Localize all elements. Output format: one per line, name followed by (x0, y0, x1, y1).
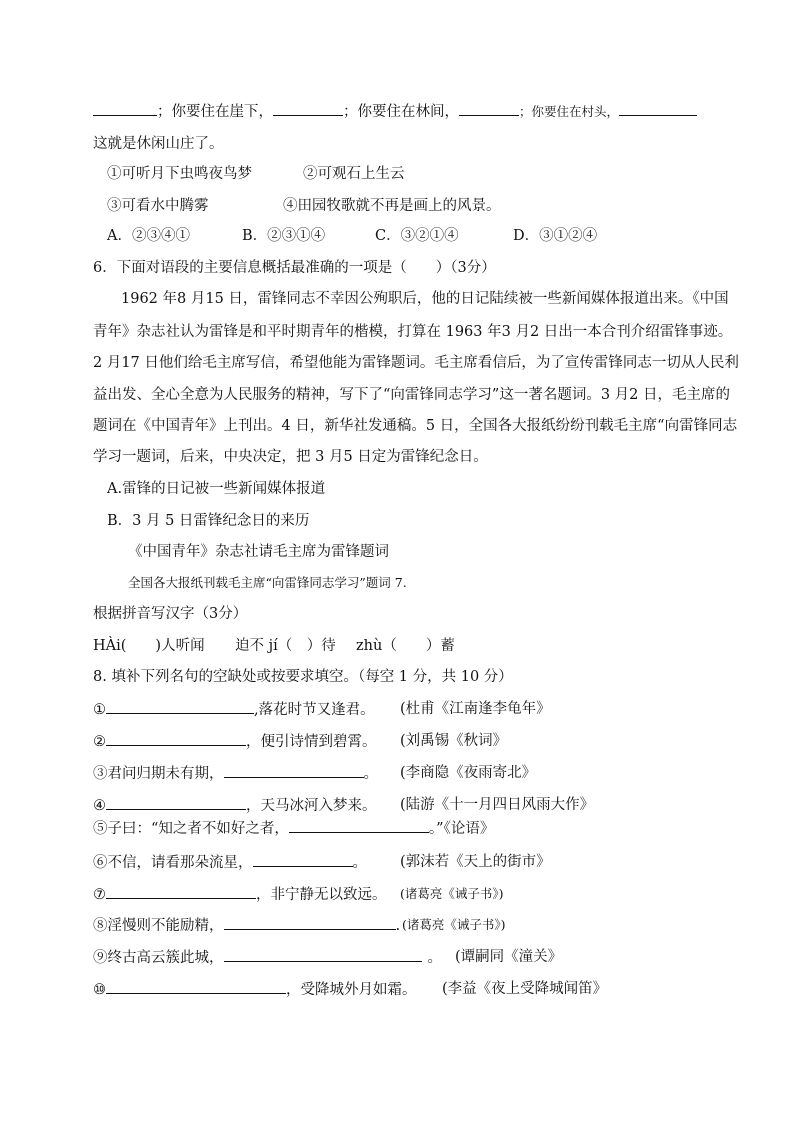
item-text: 。 (427, 950, 442, 966)
q5-line2: 这就是休闲山庄了。 (93, 136, 224, 152)
item-number: ⑩ (93, 982, 106, 998)
q7-item-1[interactable]: HÀi( )人听闻 (93, 638, 205, 654)
item-text: 。 (352, 855, 367, 871)
answer-blank[interactable] (106, 795, 246, 810)
q8-stem: 8. 填补下列名句的空缺处或按要求填空。（每空 1 分，共 10 分） (93, 669, 513, 685)
q5-choice-c[interactable]: C．③②①④ (375, 228, 459, 244)
q8-item (93, 763, 378, 784)
q6-stem: 6．下面对语段的主要信息概括最准确的一项是（ ）（3分） (93, 260, 496, 276)
q6-passage-line: 2 月17 日他们给毛主席写信，希望他能为雷锋题词。毛主席看信后，为了宣传雷锋同志一切从人民利 (93, 355, 739, 371)
q8-source: (陆游《十一月四日风雨大作》 (400, 797, 595, 813)
q8-item (93, 699, 375, 720)
q5-choice-b[interactable]: B．②③①④ (242, 228, 326, 244)
q8-source: (谭嗣同《潼关》 (455, 949, 563, 965)
q8-item (93, 884, 387, 905)
q7-stem: 根据拼音写汉字（3分） (93, 606, 248, 622)
item-text: ，非宁静无以致远。 (256, 887, 387, 903)
q8-item (93, 731, 377, 752)
item-number: ⑦ (93, 887, 106, 903)
q7-item-2[interactable]: 迫不 jí（ ）待 (235, 638, 336, 654)
q5-text-2: ；你要住在林间， (343, 104, 459, 120)
item-text: ，便引诗情到碧霄。 (246, 734, 377, 750)
item-text: 。”《论语》 (428, 821, 495, 837)
item-number: ⑧ (93, 918, 108, 934)
q7-item-3[interactable]: zhù（ ）蓄 (356, 638, 455, 654)
item-number: ⑥ (93, 855, 108, 871)
q8-source: (诸葛亮《诫子书》) (402, 917, 506, 932)
q5-option-2: ②可观石上生云 (303, 166, 405, 182)
q8-item (93, 818, 494, 839)
q8-source: (刘禹锡《秋词》 (400, 733, 508, 749)
item-text: 终古高云簇此城， (107, 950, 224, 966)
q5-option-1: ①可听月下虫鸣夜鸟梦 (107, 166, 252, 182)
q5-choice-a[interactable]: A．②③④① (107, 228, 190, 244)
q5-choice-d[interactable]: D．③①②④ (513, 228, 598, 244)
q6-option-a[interactable]: A.雷锋的日记被一些新闻媒体报道 (107, 481, 326, 497)
q8-item (93, 915, 400, 936)
q5-option-4: ④田园牧歌就不再是画上的风景。 (283, 198, 501, 214)
answer-blank[interactable] (619, 101, 697, 116)
answer-blank[interactable] (224, 947, 422, 962)
answer-blank[interactable] (106, 979, 286, 994)
item-text: 子曰：“知之者不如好之者， (107, 821, 289, 837)
q8-source: (诸葛亮《诫子书》) (400, 886, 504, 901)
q6-option-c[interactable]: 《中国青年》杂志社请毛主席为雷锋题词 (128, 544, 389, 560)
q8-item (93, 979, 417, 1000)
q6-passage-line: 益出发、全心全意为人民服务的精神，写下了“向雷锋同志学习”这一著名题词。3 月2 日，毛主席的 (93, 387, 730, 403)
item-text: . (395, 918, 401, 934)
answer-blank[interactable] (253, 852, 353, 867)
item-text: ,落花时节又逢君。 (254, 702, 375, 718)
q5-text-1: ；你要住在崖下， (157, 104, 273, 120)
answer-blank[interactable] (106, 731, 246, 746)
item-number: ⑤ (93, 821, 108, 837)
q8-source: (李商隐《夜雨寄北》 (400, 765, 537, 781)
q5-option-3: ③可看水中腾雾 (107, 198, 209, 214)
q6-option-d[interactable]: 全国各大报纸刊载毛主席“向雷锋同志学习”题词 7. (128, 575, 407, 590)
answer-blank[interactable] (224, 915, 396, 930)
q8-source: (李益《夜上受降城闻笛》 (442, 981, 608, 997)
item-text: 君问归期未有期， (107, 766, 224, 782)
answer-blank[interactable] (459, 101, 519, 116)
q6-passage-line: 1962 年8 月15 日，雷锋同志不幸因公殉职后，他的日记陆续被一些新闻媒体报道出来。《中国 (121, 291, 729, 307)
q5-text-3: ；你要住在村头， (519, 104, 620, 119)
item-number: ④ (93, 798, 106, 814)
answer-blank[interactable] (106, 699, 254, 714)
item-text: 。 (363, 766, 378, 782)
answer-blank[interactable] (224, 763, 364, 778)
q8-item (93, 947, 442, 968)
q8-item (93, 795, 377, 816)
q6-passage-line: 青年》杂志社认为雷锋是和平时期青年的楷模，打算在 1963 年3 月2 日出一本合刊介绍雷锋事迹。 (93, 324, 733, 340)
item-text: 淫慢则不能励精， (107, 918, 224, 934)
q8-source: (杜甫《江南逢李龟年》 (400, 701, 551, 717)
answer-blank[interactable] (273, 101, 343, 116)
q8-item (93, 852, 367, 873)
q6-option-b[interactable]: B．3 月 5 日雷锋纪念日的来历 (107, 513, 310, 529)
item-number: ② (93, 734, 106, 750)
answer-blank[interactable] (289, 818, 429, 833)
answer-blank[interactable] (106, 884, 256, 899)
item-number: ⑨ (93, 950, 108, 966)
item-text: 不信，请看那朵流星， (107, 855, 253, 871)
item-number: ① (93, 702, 106, 718)
item-text: ，受降城外月如霜。 (286, 982, 417, 998)
item-number: ③ (93, 766, 108, 782)
answer-blank[interactable] (93, 101, 157, 116)
q5-line1 (93, 101, 697, 122)
q8-source: (郭沫若《天上的街市》 (400, 854, 551, 870)
q6-passage-line: 学习一题词，后来，中央决定，把 3 月5 日定为雷锋纪念日。 (93, 449, 488, 465)
q6-passage-line: 题词在《中国青年》上刊出。4 日，新华社发通稿。5 日，全国各大报纸纷纷刊载毛主席“向雷锋同志 (93, 418, 738, 434)
item-text: ，天马冰河入梦来。 (246, 798, 377, 814)
